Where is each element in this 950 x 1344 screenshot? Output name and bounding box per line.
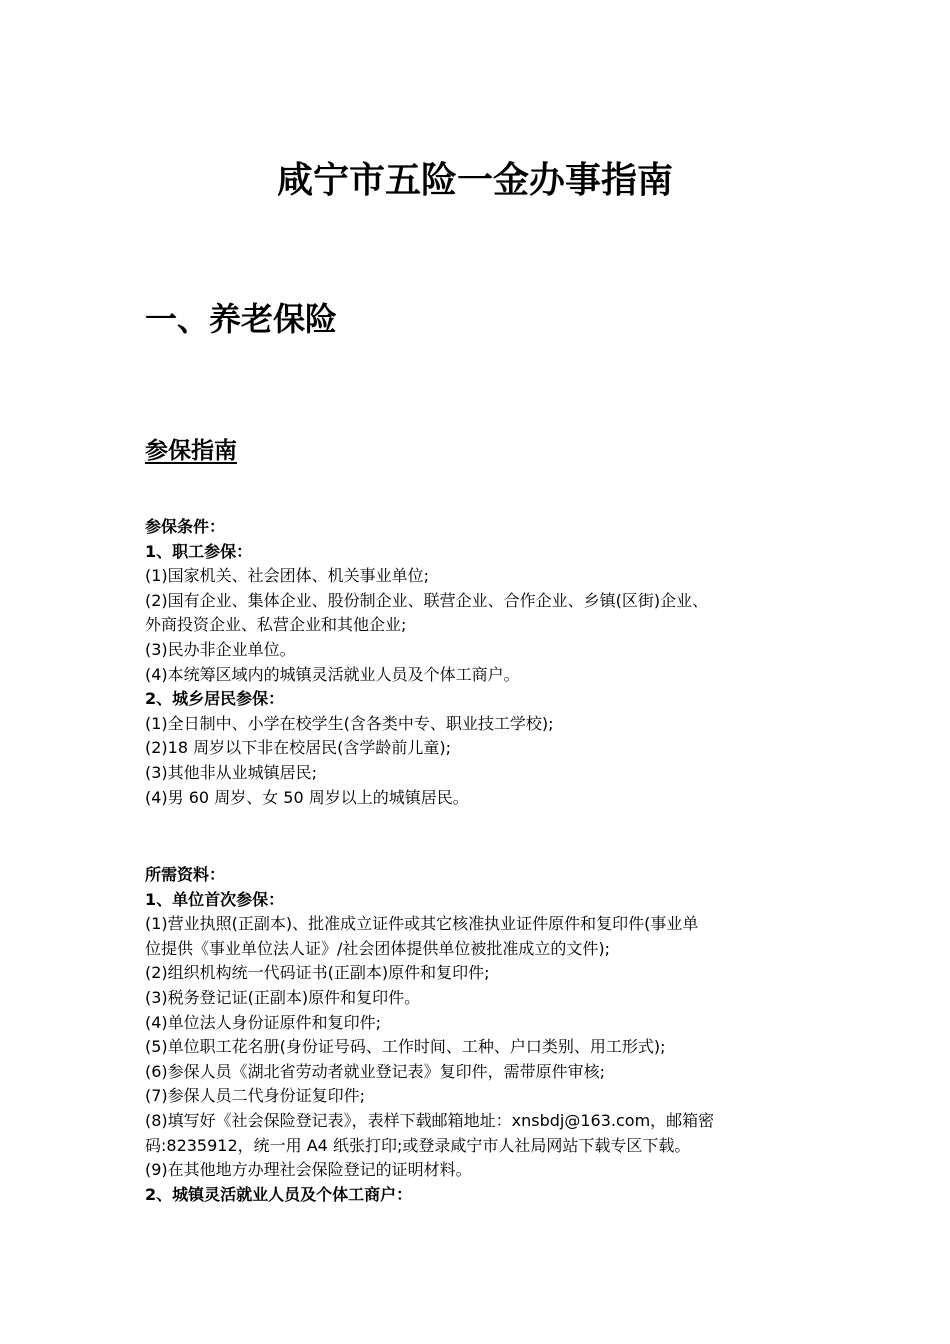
enrollment-conditions-block (145, 515, 825, 810)
material-item: (6)参保人员《湖北省劳动者就业登记表》复印件，需带原件审核; (145, 1061, 606, 1081)
condition-item: (3)其他非从业城镇居民; (145, 762, 318, 782)
first-enrollment-heading: 1、单位首次参保： (145, 889, 285, 909)
material-item: 位提供《事业单位法人证》/社会团体提供单位被批准成立的文件); (145, 938, 611, 958)
condition-item: (1)国家机关、社会团体、机关事业单位; (145, 566, 430, 586)
flexible-employment-heading: 2、城镇灵活就业人员及个体工商户： (145, 1184, 413, 1204)
conditions-heading: 参保条件： (145, 517, 226, 536)
required-materials-block (145, 863, 825, 1207)
material-item: (3)税务登记证(正副本)原件和复印件。 (145, 987, 421, 1007)
material-item: 码:8235912，统一用 A4 纸张打印;或登录咸宁市人社局网站下载专区下载。 (145, 1135, 691, 1155)
material-item: (7)参保人员二代身份证复印件; (145, 1086, 366, 1106)
condition-item: 外商投资企业、私营企业和其他企业; (145, 615, 407, 635)
condition-item: (3)民办非企业单位。 (145, 639, 296, 659)
material-item: (5)单位职工花名册(身份证号码、工作时间、工种、户口类别、用工形式); (145, 1037, 666, 1057)
resident-enrollment-heading: 2、城乡居民参保： (145, 689, 285, 709)
material-item: (2)组织机构统一代码证书(正副本)原件和复印件; (145, 963, 490, 983)
employee-enrollment-heading: 1、职工参保： (145, 541, 253, 561)
condition-item: (4)男 60 周岁、女 50 周岁以上的城镇居民。 (145, 787, 469, 807)
material-item: (1)营业执照(正副本)、批准成立证件或其它核准执业证件原件和复印件(事业单 (145, 914, 699, 934)
condition-item: (2)18 周岁以下非在校居民(含学龄前儿童); (145, 738, 451, 758)
section-heading-pension-insurance: 一、养老保险 (145, 300, 338, 338)
material-item: (9)在其他地方办理社会保险登记的证明材料。 (145, 1160, 472, 1180)
condition-item: (4)本统筹区域内的城镇灵活就业人员及个体工商户。 (145, 664, 520, 684)
subsection-heading-enrollment-guide: 参保指南 (145, 438, 237, 464)
condition-item: (1)全日制中、小学在校学生(含各类中专、职业技工学校); (145, 713, 554, 733)
materials-heading: 所需资料： (145, 865, 226, 884)
document-title: 咸宁市五险一金办事指南 (276, 159, 673, 201)
material-item: (8)填写好《社会保险登记表》，表样下载邮箱地址：xnsbdj@163.com，邮箱密 (145, 1110, 715, 1130)
condition-item: (2)国有企业、集体企业、股份制企业、联营企业、合作企业、乡镇(区街)企业、 (145, 590, 709, 610)
material-item: (4)单位法人身份证原件和复印件; (145, 1012, 382, 1032)
